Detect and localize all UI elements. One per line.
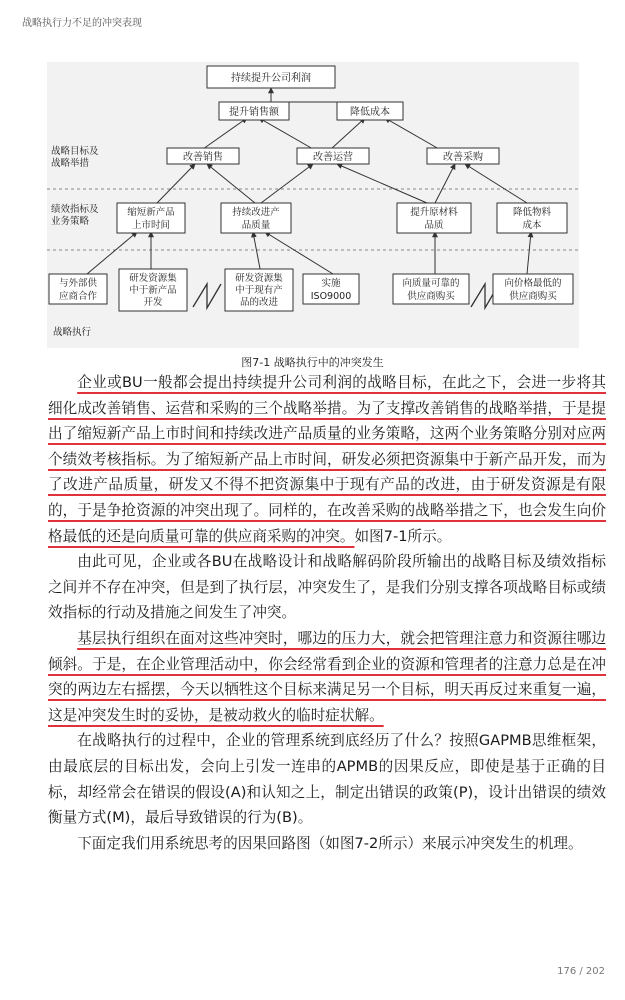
- svg-text:ISO9000: ISO9000: [310, 291, 352, 302]
- running-title: 战略执行力不足的冲突表现: [22, 18, 142, 29]
- row-label-kpi: 业务策略: [51, 216, 90, 227]
- node-rd-existing-products: [225, 269, 293, 311]
- paragraph-text: 如图7-1所示。: [354, 527, 452, 545]
- svg-text:开发: 开发: [143, 297, 163, 308]
- node-improve-operations: [297, 148, 369, 164]
- paragraph-text: 在战略执行的过程中，企业的管理系统到底经历了什么？按照GAPMB思维框架，由最底层的目标出发，会向上引发一连串的APMB的因果反应，即使是基于正确的目标，却经常会在错误的假设(A)和认知之上，制定出错误的政策(P)，设计出错误的绩效衡量方式(M)，最后导致错误的行为(B)。: [48, 732, 606, 827]
- highlighted-text: 企业或BU一般都会提出持续提升公司利润的战略目标，在此之下，会进一步将其细化成改善销售、运营和采购的三个战略举措。为了支撑改善销售的战略举措，于是提出了缩短新产品上市时间和持续改进产品质量的业务策略，这两个业务策略分别对应两个绩效考核指标。为了缩短新产品上市时间，研发必须把资源集中于新产品开发，而为了改进产品质量，研发又不得不把资源集中于现有产品的改进，由于研发资源是有限的，于是争抢资源的冲突出现了。同样的，在改善采购的战略举措之下，也会发生向价格最低的还是向质量可靠的供应商采购的冲突。: [48, 374, 606, 545]
- svg-text:研发资源集: 研发资源集: [235, 273, 283, 284]
- paragraph: [48, 626, 606, 728]
- node-rd-new-products: [119, 269, 187, 311]
- node-buy-lowest-price: [493, 274, 573, 304]
- paragraph: [48, 728, 606, 830]
- node-material-quality: [397, 203, 471, 233]
- node-improve-purchasing: [427, 148, 499, 164]
- svg-text:与外部供: 与外部供: [58, 278, 98, 289]
- svg-text:供应商购买: 供应商购买: [407, 291, 455, 302]
- node-increase-sales: [219, 102, 289, 120]
- node-external-suppliers: [49, 274, 107, 304]
- strategy-conflict-diagram: [47, 62, 579, 348]
- svg-text:中于现有产: 中于现有产: [235, 285, 283, 296]
- svg-text:降低物料: 降低物料: [512, 207, 552, 218]
- svg-text:品质: 品质: [424, 220, 444, 231]
- svg-text:改善销售: 改善销售: [183, 152, 223, 163]
- svg-text:提升原材料: 提升原材料: [410, 207, 458, 218]
- svg-text:研发资源集: 研发资源集: [129, 273, 177, 284]
- figure-caption: 图7-1 战略执行中的冲突发生: [241, 356, 384, 369]
- svg-text:向价格最低的: 向价格最低的: [504, 278, 562, 289]
- node-iso9000: [303, 274, 359, 304]
- node-material-cost: [497, 203, 567, 233]
- svg-text:中于新产品: 中于新产品: [129, 285, 177, 296]
- node-buy-reliable-quality: [393, 274, 469, 304]
- node-improve-sales: [167, 148, 239, 164]
- svg-text:降低成本: 降低成本: [350, 107, 390, 118]
- diagram-canvas: [47, 62, 579, 348]
- conflict-zigzag: [193, 284, 221, 308]
- svg-text:改善运营: 改善运营: [313, 152, 353, 163]
- row-label-targets: 战略目标及: [51, 146, 99, 157]
- row-label-execution: 战略执行: [53, 327, 92, 338]
- paragraph-text: 下面定我们用系统思考的因果回路图（如图7-2所示）来展示冲突发生的机理。: [77, 834, 583, 852]
- svg-text:品的改进: 品的改进: [239, 297, 279, 308]
- svg-text:品质量: 品质量: [241, 220, 271, 231]
- svg-text:成本: 成本: [522, 220, 542, 231]
- svg-text:上市时间: 上市时间: [131, 220, 171, 231]
- paragraph-text: 由此可见，企业或各BU在战略设计和战略解码阶段所输出的战略目标及绩效指标之间并不存在冲突，但是到了执行层，冲突发生了，是我们分别支撑各项战略目标或绩效指标的行动及措施之间发生了冲突。: [48, 553, 606, 622]
- row-label-kpi: 绩效指标及: [51, 204, 99, 215]
- node-improve-quality: [221, 203, 291, 233]
- svg-text:实施: 实施: [321, 278, 341, 289]
- paragraph: [48, 831, 606, 857]
- svg-text:应商合作: 应商合作: [58, 291, 98, 302]
- paragraph: [48, 549, 606, 626]
- svg-text:持续提升公司利润: 持续提升公司利润: [231, 73, 311, 84]
- body-text: [48, 370, 606, 856]
- page-number: 176 / 202: [557, 966, 605, 977]
- svg-text:改善采购: 改善采购: [443, 152, 483, 163]
- svg-text:缩短新产品: 缩短新产品: [127, 207, 175, 218]
- node-shorten-time-to-market: [117, 203, 185, 233]
- row-label-targets: 战略举措: [51, 158, 90, 169]
- svg-text:供应商购买: 供应商购买: [509, 291, 557, 302]
- highlighted-text: 基层执行组织在面对这些冲突时，哪边的压力大，就会把管理注意力和资源往哪边倾斜。于是，在企业管理活动中，你会经常看到企业的资源和管理者的注意力总是在冲突的两边左右摇摆，今天以牺牲这个目标来满足另一个目标，明天再反过来重复一遍，这是冲突发生时的妥协，是被动救火的临时症状解。: [48, 629, 606, 724]
- node-profit: [207, 66, 335, 88]
- svg-text:向质量可靠的: 向质量可靠的: [402, 278, 460, 289]
- paragraph: [48, 370, 606, 549]
- svg-text:提升销售额: 提升销售额: [229, 107, 279, 118]
- node-reduce-cost: [337, 102, 403, 120]
- svg-text:持续改进产: 持续改进产: [232, 207, 280, 218]
